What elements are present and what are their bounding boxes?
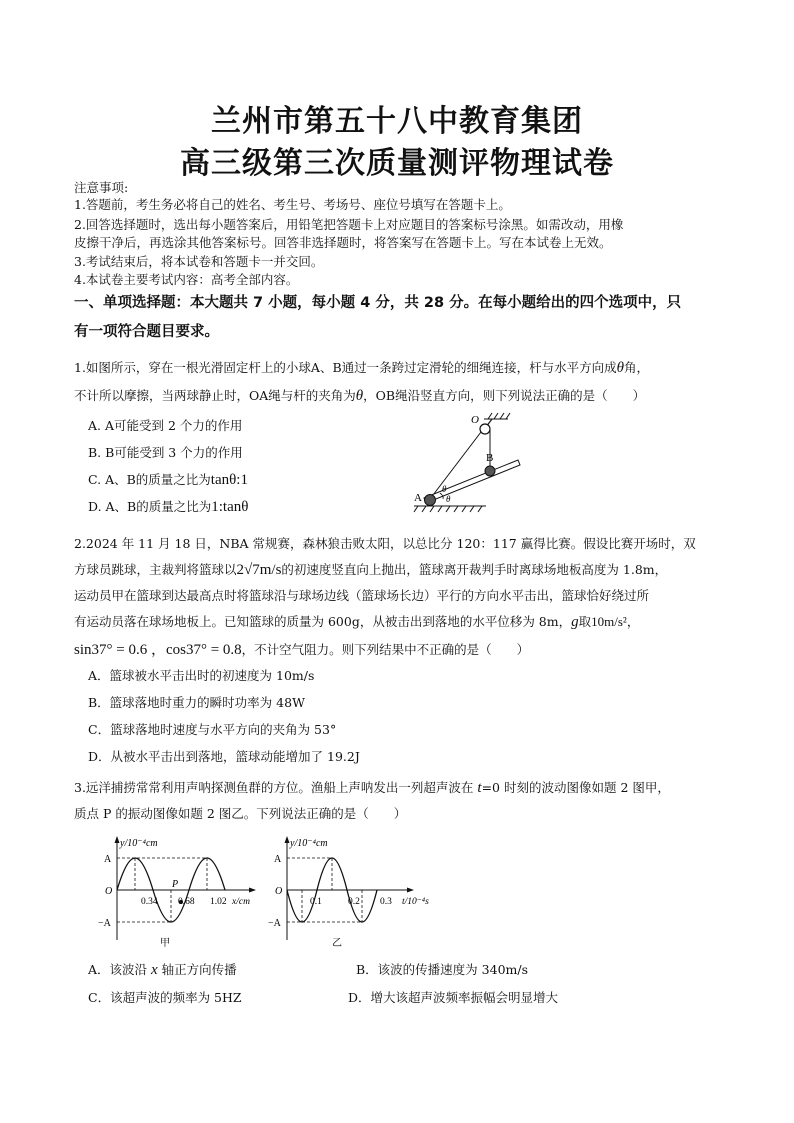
tick-a: A: [274, 854, 282, 865]
wave-graph-a: [92, 832, 264, 950]
ball-b: [485, 466, 495, 476]
label-b: B: [486, 452, 494, 464]
label-p: P: [172, 879, 179, 890]
theta-symbol: θ: [355, 388, 364, 404]
q1-option-c: C. A、B的质量之比为tanθ:1: [88, 472, 248, 488]
ratio-formula: tanθ:1: [210, 472, 248, 488]
origin-label: O: [105, 886, 113, 897]
ball-a: [425, 495, 436, 506]
q1-option-a: A. A可能受到 2 个力的作用: [88, 418, 243, 433]
trig-values: sin37° = 0.6 ，cos37° = 0.8: [74, 642, 242, 658]
ratio-formula: 1:tanθ: [211, 499, 249, 515]
q3-option-a: A．该波沿 x 轴正方向传播: [88, 962, 237, 978]
x-arrow: [407, 888, 414, 893]
y-axis-label: y/10⁻⁴cm: [120, 838, 158, 849]
inclined-rod: [424, 460, 520, 503]
label-theta-2: θ: [446, 494, 451, 504]
notice-item-1: 1.答题前，考生务必将自己的姓名、考生号、考场号、座位号填写在答题卡上。: [74, 197, 511, 212]
label-a: A: [414, 492, 422, 504]
q2-stem-line3: 运动员甲在篮球到达最高点时将篮球沿与球场边线（篮球场长边）平行的方向水平击出，篮球恰好绕过所: [74, 588, 650, 603]
ground-hatch: [414, 506, 486, 512]
y-arrow: [285, 836, 290, 843]
label-theta-1: θ: [442, 484, 447, 494]
notice-heading: 注意事项:: [74, 180, 129, 195]
theta-symbol: θ: [616, 360, 625, 376]
origin-label: O: [275, 886, 283, 897]
label-o: O: [471, 414, 479, 426]
y-arrow: [115, 836, 120, 843]
notice-item-2: 2.回答选择题时，选出每小题答案后，用铅笔把答题卡上对应题目的答案标号涂黑。如需改动，用橡: [74, 217, 624, 232]
tick-a: A: [104, 854, 112, 865]
q2-stem-line5: sin37° = 0.6 ，cos37° = 0.8，不计空气阻力。则下列结果中不正确的是（ ）: [74, 642, 530, 658]
page-title-line1: 兰州市第五十八中教育集团: [211, 104, 583, 139]
q2-option-d: D．从被水平击出到落地，篮球动能增加了 19.2J: [88, 749, 360, 764]
notice-item-4: 4.本试卷主要考试内容：高考全部内容。: [74, 272, 299, 287]
graph-caption: 甲: [160, 938, 170, 949]
graph-caption: 乙: [332, 938, 342, 949]
q3-stem-line2: 质点 P 的振动图像如题 2 图乙。下列说法正确的是（ ）: [74, 806, 407, 821]
section-heading-line1: 一、单项选择题：本大题共 7 小题，每小题 4 分，共 28 分。在每小题给出的四个选项中，只: [74, 295, 682, 311]
tick-068: 0.68: [178, 897, 195, 907]
pulley: [480, 424, 490, 434]
ceiling-hatch: [484, 413, 510, 419]
q3-option-d: D．增大该超声波频率振幅会明显增大: [348, 990, 559, 1005]
q2-stem-line1: 2.2024 年 11 月 18 日，NBA 常规赛，森林狼击败太阳，以总比分 120：117 赢得比赛。假设比赛开场时，双: [74, 536, 696, 551]
x-axis-label: x/cm: [232, 897, 250, 907]
tick-034: 0.34: [141, 897, 158, 907]
tick-neg-a: −A: [268, 918, 281, 929]
tick-01: 0.1: [310, 897, 322, 907]
q1-option-d: D. A、B的质量之比为1:tanθ: [88, 499, 249, 515]
notice-item-2-cont: 皮擦干净后，再选涂其他答案标号。回答非选择题时，将答案写在答题卡上。写在本试卷上无效。: [74, 235, 612, 250]
page-title-line2: 高三级第三次质量测评物理试卷: [180, 146, 614, 181]
q1-stem-line2: 不计所以摩擦，当两球静止时，OA绳与杆的夹角为θ，OB绳沿竖直方向，则下列说法正确的是（ ）: [74, 388, 646, 404]
q1-stem-line1: 1.如图所示，穿在一根光滑固定杆上的小球A、B通过一条跨过定滑轮的细绳连接，杆与水平方向成θ角，: [74, 360, 650, 376]
x-axis-label: t/10⁻⁴s: [402, 897, 429, 907]
section-heading-line2: 有一项符合题目要求。: [74, 324, 219, 340]
vibration-graph-b: [262, 832, 444, 950]
q3-option-b: B．该波的传播速度为 340m/s: [356, 962, 528, 977]
q3-stem-line1: 3.远洋捕捞常常利用声呐探测鱼群的方位。渔船上声呐发出一列超声波在 t=0 时刻的波动图像如题 2 图甲，: [74, 780, 670, 796]
x-arrow: [249, 888, 256, 893]
notice-item-3: 3.考试结束后，将本试卷和答题卡一并交回。: [74, 254, 324, 269]
q3-option-c: C．该超声波的频率为 5HZ: [88, 990, 242, 1005]
q1-pulley-figure: [400, 405, 540, 513]
q2-option-b: B．篮球落地时重力的瞬时功率为 48W: [88, 695, 305, 710]
q1-option-b: B. B可能受到 3 个力的作用: [88, 445, 243, 460]
tick-02: 0.2: [348, 897, 360, 907]
tick-neg-a: −A: [98, 918, 111, 929]
tick-102: 1.02: [210, 897, 227, 907]
tick-03: 0.3: [380, 897, 392, 907]
q2-option-c: C．篮球落地时速度与水平方向的夹角为 53°: [88, 722, 337, 737]
q2-option-a: A．篮球被水平击出时的初速度为 10m/s: [88, 668, 315, 683]
y-axis-label: y/10⁻⁴cm: [290, 838, 328, 849]
speed-formula: 2√7m/s: [236, 562, 282, 578]
q2-stem-line4: 有运动员落在球场地板上。已知篮球的质量为 600g，从被击出到落地的水平位移为 8m，g取10m/s²，: [74, 614, 640, 630]
q2-stem-line2: 方球员跳球，主裁判将篮球以2√7m/s的初速度竖直向上抛出，篮球离开裁判手时离球场地板高度为 1.8m，: [74, 562, 668, 578]
